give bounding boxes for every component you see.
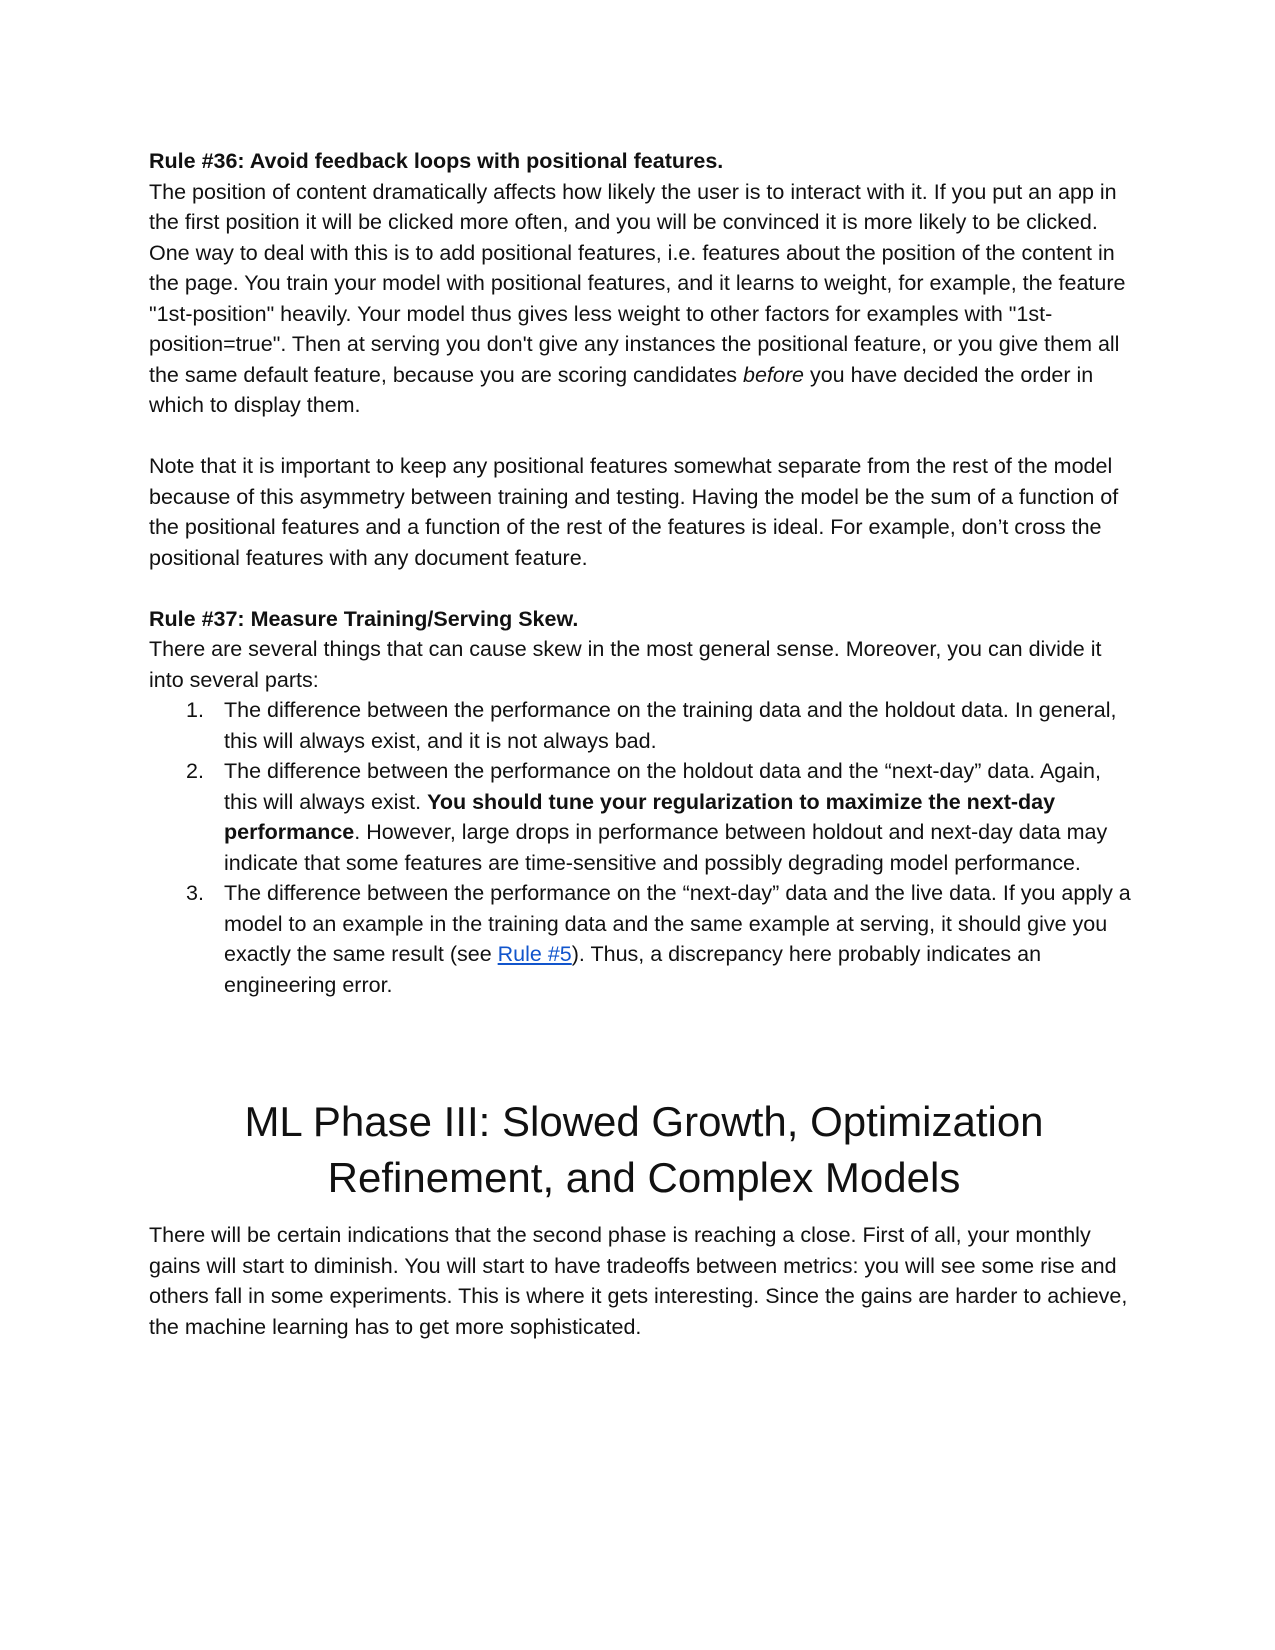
list-item-bold-text: You should tune your regularization to maximize the next-day performance	[224, 789, 1056, 844]
list-item-number: 3.	[186, 881, 204, 905]
list-item-text-a: The difference between the performance on the holdout data and the “next-day” data. Again, this will always exist.	[224, 759, 1101, 814]
list-item-text: The difference between the performance on the training data and the holdout data. In general, this will always exist, and it is not always bad.	[224, 698, 1117, 753]
rule-36-emphasis-before: before	[743, 362, 804, 387]
list-item-number: 2.	[186, 759, 204, 783]
list-item	[149, 695, 1139, 756]
rule-36-paragraph-1-text-a: The position of content dramatically affects how likely the user is to interact with it. If you put an app in the first position it will be clicked more often, and you will be convinced it is more likely to be clicked. One way to deal with this is to add positional features, i.e. features about the position of the content in the page. You train your model with positional features, and it learns to weight, for example, the feature "1st-position" heavily. Your model thus gives less weight to other factors for examples with "1st-position=true". Then at serving you don't give any instances the positional feature, or you give them all the same default feature, because you are scoring candidates	[149, 179, 1126, 387]
rule-36-heading: Rule #36: Avoid feedback loops with positional features.	[149, 149, 724, 173]
list-item-text-a: The difference between the performance on the “next-day” data and the live data. If you apply a model to an example in the training data and the same example at serving, it should give you exactly the same result (see	[224, 881, 1131, 966]
rule-36-paragraph-2: Note that it is important to keep any positional features somewhat separate from the rest of the model because of this asymmetry between training and testing. Having the model be the sum of a function of the positional features and a function of the rest of the features is ideal. For example, don’t cross the positional features with any document feature.	[149, 454, 1119, 570]
document-page	[149, 146, 1139, 1342]
rule-5-link[interactable]: Rule #5	[497, 942, 572, 966]
rule-36-paragraph-1	[149, 177, 1139, 421]
phase-3-title-line-1: ML Phase III: Slowed Growth, Optimization	[244, 1098, 1044, 1145]
rule-36-paragraph-1-text-b: you have decided the order in which to display them.	[149, 362, 1094, 417]
phase-3-section	[149, 1000, 1139, 1342]
rule-37-heading: Rule #37: Measure Training/Serving Skew.	[149, 606, 579, 631]
phase-3-title-line-2: Refinement, and Complex Models	[327, 1154, 961, 1201]
rule-36-section	[149, 146, 1139, 573]
list-item	[149, 878, 1139, 1000]
rule-37-section	[149, 604, 1139, 1001]
list-item-text-b: . However, large drops in performance between holdout and next-day data may indicate that some features are time-sensitive and possibly degrading model performance.	[224, 820, 1108, 875]
rule-37-intro: There are several things that can cause skew in the most general sense. Moreover, you can divide it into several parts:	[149, 637, 1102, 692]
skew-parts-list	[149, 695, 1139, 1000]
list-item-text-b: ). Thus, a discrepancy here probably indicates an engineering error.	[224, 942, 1042, 997]
section-spacer	[149, 573, 1139, 604]
list-item-number: 1.	[186, 698, 204, 722]
list-item	[149, 756, 1139, 878]
phase-3-title	[149, 1000, 1139, 1220]
phase-3-paragraph: There will be certain indications that the second phase is reaching a close. First of all, your monthly gains will start to diminish. You will start to have tradeoffs between metrics: you will see some rise and others fall in some experiments. This is where it gets interesting. Since the gains are harder to achieve, the machine learning has to get more sophisticated.	[149, 1223, 1128, 1339]
paragraph-spacer	[149, 421, 1139, 452]
